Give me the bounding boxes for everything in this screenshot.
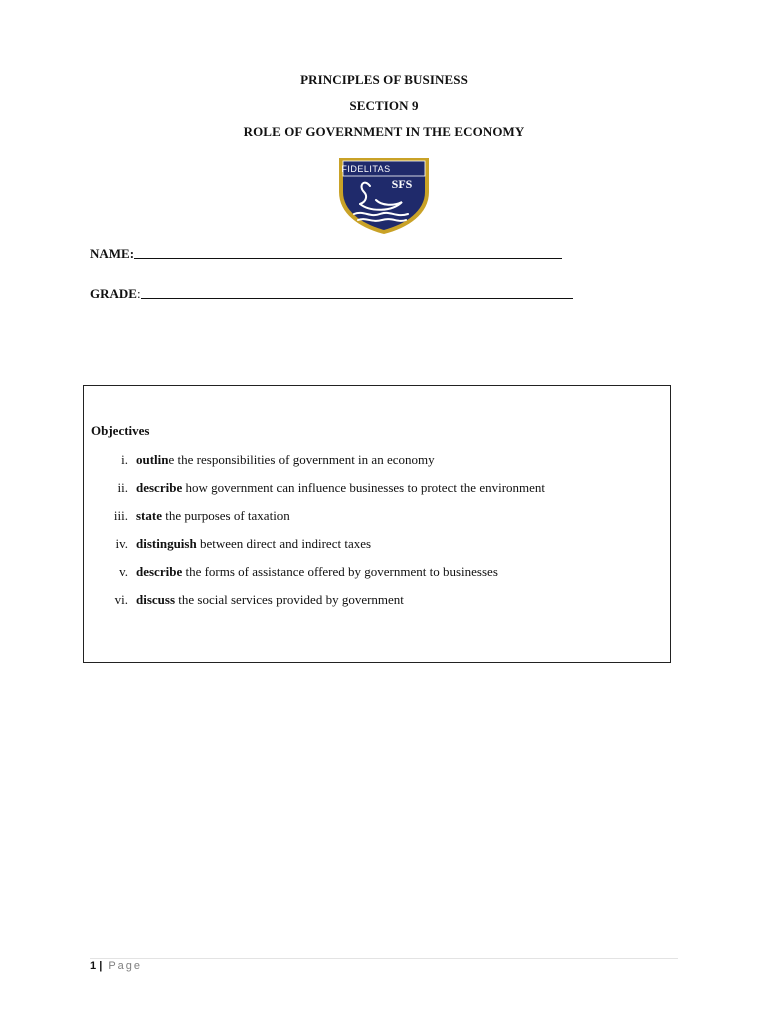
objective-verb: describe — [136, 564, 183, 579]
objective-number: v. — [119, 564, 128, 579]
page-number: 1 — [90, 960, 97, 972]
objective-verb: state — [136, 508, 162, 523]
objective-verb: distinguish — [136, 536, 197, 551]
objective-text — [136, 508, 290, 524]
footer-divider — [90, 958, 678, 959]
school-crest — [336, 156, 432, 236]
objective-text — [136, 452, 435, 468]
objective-item — [84, 452, 664, 480]
topic-title: ROLE OF GOVERNMENT IN THE ECONOMY — [243, 124, 525, 139]
objective-item — [84, 508, 664, 536]
objective-text — [136, 536, 371, 552]
objectives-box — [83, 385, 671, 663]
objectives-title: Objectives — [91, 423, 150, 438]
objective-rest: e the responsibilities of government in an economy — [168, 452, 435, 467]
objective-verb: outlin — [136, 452, 169, 467]
crest-monogram: SFS — [391, 177, 413, 191]
name-field[interactable] — [90, 246, 562, 262]
section-title: SECTION 9 — [349, 98, 419, 113]
name-label: NAME: — [90, 246, 135, 261]
grade-input-line[interactable] — [141, 297, 573, 299]
page-footer — [90, 960, 142, 972]
objective-item — [84, 564, 664, 592]
grade-field[interactable] — [90, 286, 573, 302]
objectives-list — [84, 452, 664, 620]
objective-text — [136, 564, 498, 580]
objective-rest: how government can influence businesses to protect the environment — [182, 480, 546, 495]
subject-title: PRINCIPLES OF BUSINESS — [300, 72, 468, 87]
objective-number: i. — [121, 452, 128, 467]
objective-rest: the forms of assistance offered by government to businesses — [182, 564, 498, 579]
objective-rest: between direct and indirect taxes — [196, 536, 372, 551]
objective-rest: the social services provided by government — [175, 592, 404, 607]
objective-text — [136, 592, 404, 608]
objective-item — [84, 480, 664, 508]
objective-item — [84, 536, 664, 564]
grade-colon: : — [136, 286, 141, 301]
crest-motto: FIDELITAS — [341, 164, 391, 174]
footer-separator: | — [99, 960, 103, 972]
objective-number: ii. — [117, 480, 128, 495]
objective-verb: describe — [136, 480, 183, 495]
objective-verb: discuss — [136, 592, 176, 607]
name-input-line[interactable] — [134, 257, 562, 259]
page-label: Page — [108, 960, 143, 972]
objective-item — [84, 592, 664, 620]
objective-rest: the purposes of taxation — [162, 508, 290, 523]
objective-number: iii. — [113, 508, 128, 523]
objective-number: vi. — [114, 592, 128, 607]
grade-label: GRADE — [90, 286, 137, 301]
objective-number: iv. — [115, 536, 128, 551]
objective-text — [136, 480, 545, 496]
school-crest-logo — [336, 156, 432, 236]
